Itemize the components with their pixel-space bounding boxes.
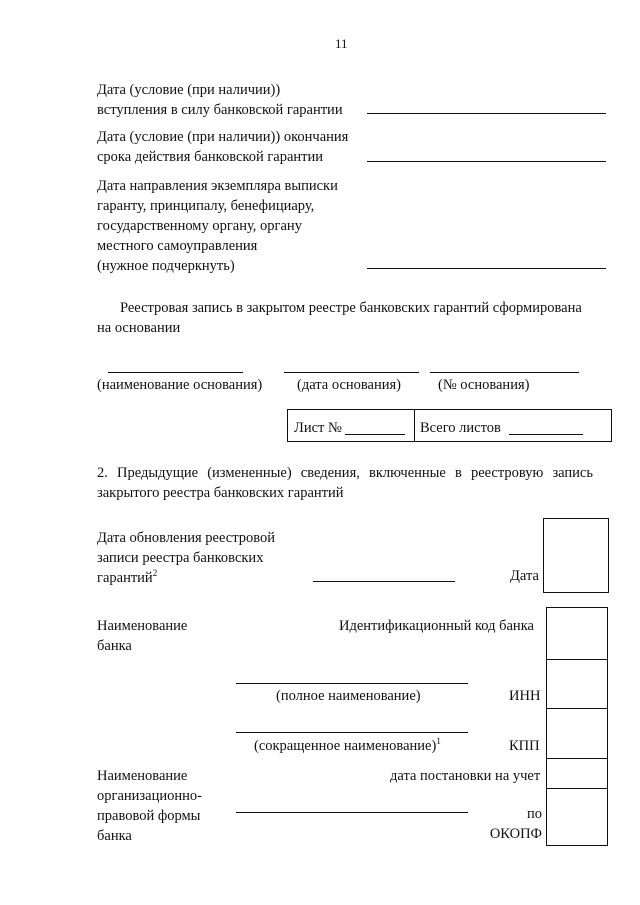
legal-form-label: Наименование организационно- правовой формы банка	[97, 768, 202, 844]
copy-sent-date-label: Дата направления экземпляра выписки гаранту, принципалу, бенефициару, государственному органу, органу местного самоуправления (нужное подчеркнуть)	[97, 178, 338, 274]
expiry-date-field[interactable]	[367, 161, 606, 162]
sheet-info-box	[287, 409, 612, 442]
okopf-box[interactable]	[546, 788, 608, 846]
bank-id-code-label: Идентификационный код банка	[339, 618, 534, 634]
legal-form-field[interactable]	[236, 812, 468, 813]
update-date-field[interactable]	[313, 581, 455, 582]
bank-id-code-box[interactable]	[546, 607, 608, 660]
sheet-box-divider	[414, 410, 415, 441]
okopf-label: по ОКОПФ	[489, 806, 542, 842]
inn-box[interactable]	[546, 659, 608, 709]
short-name-caption: (сокращенное наименование)$^1$	[254, 736, 441, 754]
bank-name-label: Наименование банка	[97, 618, 188, 654]
date-label: Дата	[510, 568, 539, 584]
copy-sent-date-field[interactable]	[367, 268, 606, 269]
effective-date-field[interactable]	[367, 113, 606, 114]
date-box[interactable]	[543, 518, 609, 593]
kpp-label: КПП	[509, 738, 540, 754]
full-name-field[interactable]	[236, 683, 468, 684]
basis-date-field[interactable]	[284, 372, 419, 373]
sheet-number-field[interactable]	[345, 434, 405, 435]
section2-heading-line1: 2. Предыдущие (измененные) сведения, включенные в реестровую запись	[97, 465, 593, 481]
basis-number-caption: (№ основания)	[438, 377, 530, 393]
update-date-label: Дата обновления реестровой записи реестра банковских гарантий$^2$	[97, 530, 275, 586]
basis-number-field[interactable]	[430, 372, 579, 373]
registry-basis-text-line2: на основании	[97, 320, 181, 336]
page-number: 11	[335, 36, 348, 51]
total-sheets-label: Всего листов	[420, 420, 501, 436]
footnote-1-marker: 1	[436, 736, 441, 747]
registration-date-label: дата постановки на учет	[390, 768, 541, 784]
expiry-date-label: Дата (условие (при наличии)) окончания срока действия банковской гарантии	[97, 129, 349, 165]
registry-basis-text-line1: Реестровая запись в закрытом реестре банковских гарантий сформирована	[120, 300, 582, 316]
inn-label: ИНН	[509, 688, 541, 704]
short-name-field[interactable]	[236, 732, 468, 733]
kpp-box[interactable]	[546, 708, 608, 759]
section2-heading-line2: закрытого реестра банковских гарантий	[97, 485, 344, 501]
footnote-2-marker: 2	[152, 568, 158, 579]
sheet-number-label: Лист №	[294, 420, 342, 436]
basis-name-caption: (наименование основания)	[97, 377, 263, 393]
basis-date-caption: (дата основания)	[297, 377, 402, 393]
total-sheets-field[interactable]	[509, 434, 583, 435]
effective-date-label: Дата (условие (при наличии)) вступления в силу банковской гарантии	[97, 82, 343, 118]
full-name-caption: (полное наименование)	[276, 688, 421, 704]
basis-name-field[interactable]	[108, 372, 243, 373]
registration-date-box[interactable]	[546, 758, 608, 789]
